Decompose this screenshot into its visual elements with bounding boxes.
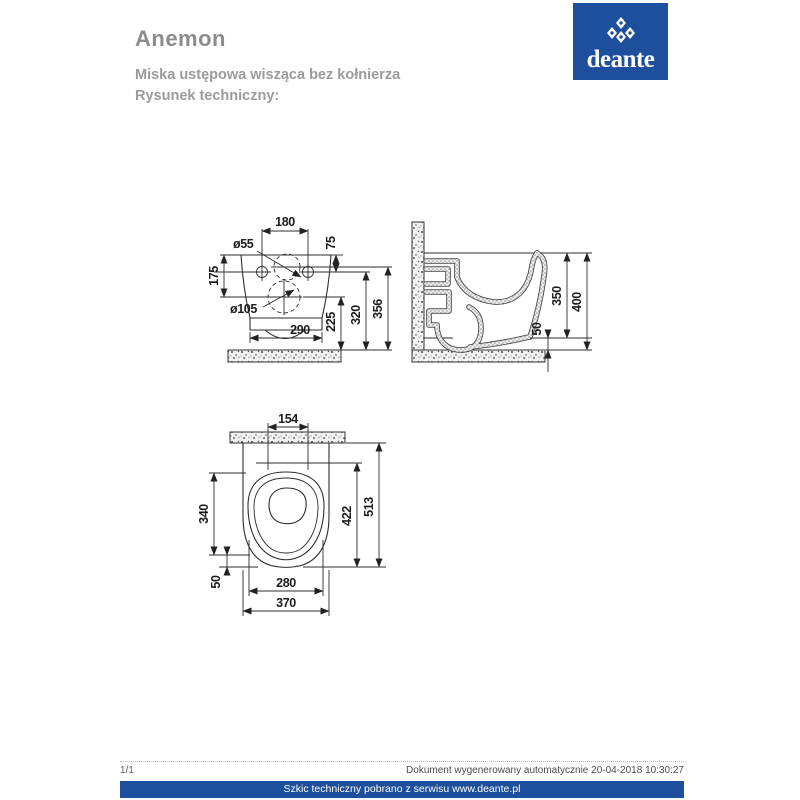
dim-label-340: 340 (197, 504, 211, 524)
dim-label-75: 75 (324, 236, 338, 250)
technical-drawing (190, 190, 620, 670)
diamond-logo-icon (604, 16, 638, 46)
dim-label-o105: ø105 (230, 302, 257, 316)
dim-label-400: 400 (570, 292, 584, 312)
mounting-holes (253, 263, 317, 281)
logo-wordmark: deante (586, 46, 655, 73)
dim-label-o55: ø55 (233, 237, 254, 251)
bowl-water-hole (269, 488, 306, 524)
dim-label-422: 422 (340, 506, 354, 526)
wall-hatch (412, 222, 424, 350)
header (135, 26, 400, 107)
dim-label-180: 180 (275, 215, 295, 229)
side-view (412, 222, 592, 372)
dim-label-290: 290 (290, 323, 310, 337)
product-subtitle (135, 65, 400, 107)
dim-label-50-top: 50 (209, 575, 223, 589)
rear-view (207, 215, 392, 362)
dim-label-513: 513 (362, 497, 376, 517)
section-thin-edges (424, 253, 537, 338)
page-indicator: 1/1 (120, 765, 134, 776)
dim-label-225: 225 (324, 312, 338, 332)
footer-bar: Szkic techniczny pobrano z serwisu www.deante.pl (120, 781, 684, 798)
product-title: Anemon (135, 26, 226, 51)
body-outline-top (243, 443, 329, 567)
bowl-body-outline (241, 255, 331, 318)
floor-hatch (228, 350, 341, 362)
generated-timestamp: Dokument wygenerowany automatycznie 20-04-2018 10:30:27 (406, 765, 684, 776)
dim-label-370: 370 (276, 596, 296, 610)
dim-label-154: 154 (278, 412, 298, 426)
bowl-base (250, 318, 322, 339)
hole-crosses (260, 456, 316, 470)
top-dimension-lines (209, 423, 386, 616)
inlet-drain-circles (266, 254, 303, 315)
subtitle-line-2: Rysunek techniczny: (135, 88, 280, 105)
seat-inner (254, 478, 318, 553)
subtitle-line-1: Miska ustępowa wisząca bez kołnierza (135, 67, 401, 83)
dim-label-350: 350 (550, 286, 564, 306)
dim-label-320: 320 (349, 305, 363, 325)
dim-label-50-side: 50 (530, 322, 544, 336)
floor-hatch (412, 350, 545, 362)
dim-label-356: 356 (371, 299, 385, 319)
dim-label-175: 175 (207, 266, 221, 286)
deante-logo (573, 3, 668, 80)
footer-separator (120, 761, 684, 762)
rear-dimension-lines (214, 229, 392, 350)
ceramic-section (426, 253, 545, 350)
top-view (197, 412, 386, 616)
wall-hatch-top (230, 432, 345, 443)
side-dimension-lines (530, 253, 592, 372)
seat-outer (248, 472, 324, 560)
dim-label-280: 280 (276, 576, 296, 590)
